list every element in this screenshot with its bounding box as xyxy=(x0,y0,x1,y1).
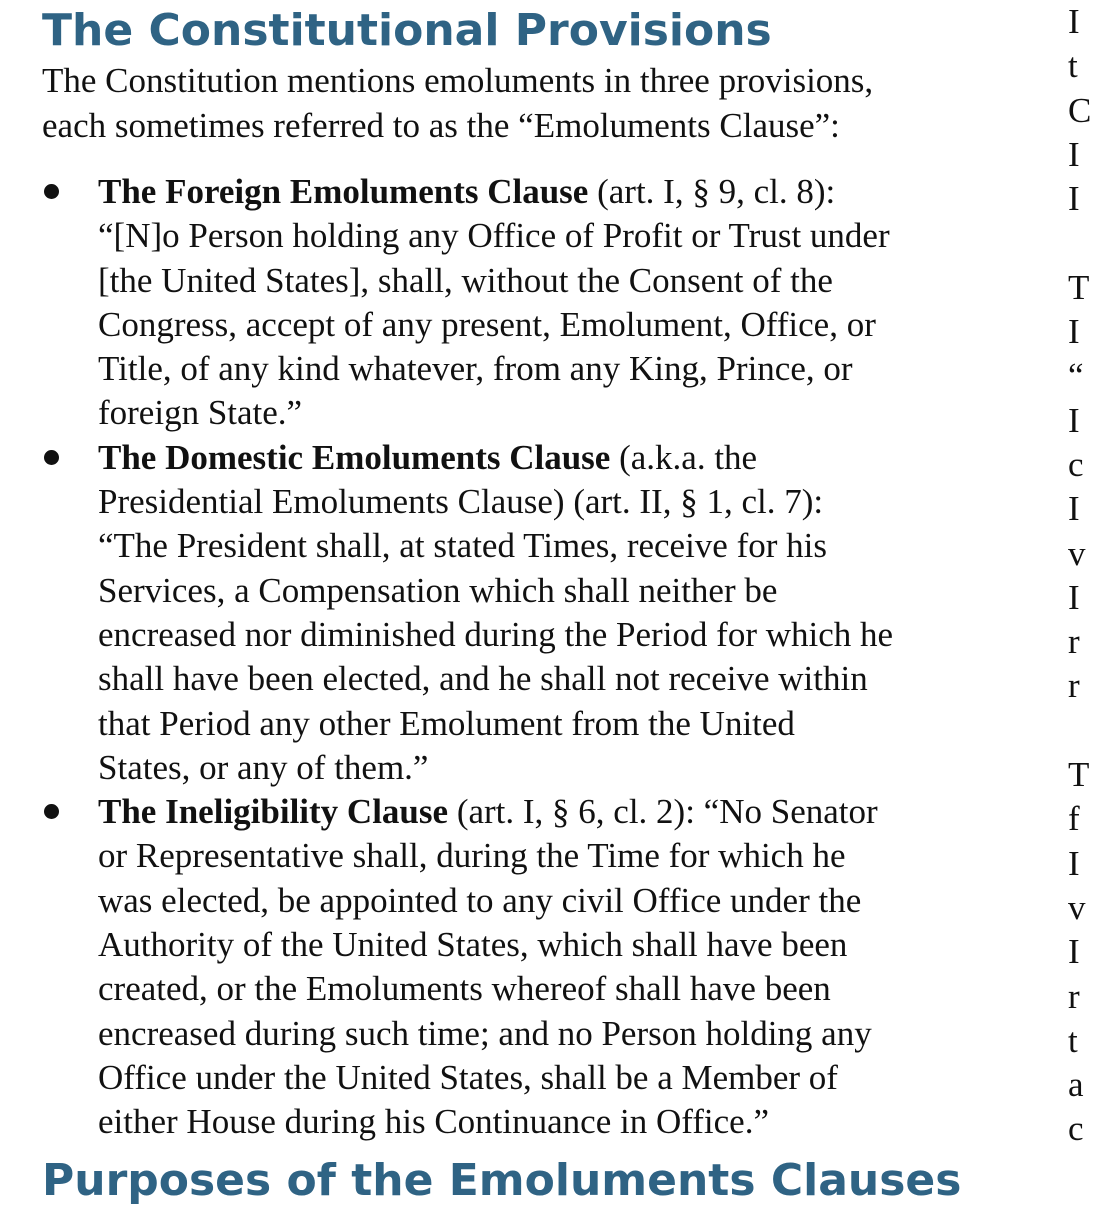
column-fragment-letter: r xyxy=(1068,622,1080,662)
clause-line: [the United States], shall, without the Consent of the xyxy=(98,260,833,300)
clause-line: States, or any of them.” xyxy=(98,747,429,787)
column-fragment-letter: v xyxy=(1068,887,1086,927)
bullet-icon xyxy=(44,450,59,465)
column-fragment-letter: I xyxy=(1068,179,1080,219)
clause-line: Authority of the United States, which shall have been xyxy=(98,925,848,965)
clause-line: Title, of any kind whatever, from any King, Prince, or xyxy=(98,349,853,389)
column-fragment-letter: T xyxy=(1068,267,1090,307)
column-fragment-letter: a xyxy=(1068,1065,1084,1105)
column-fragment-letter: C xyxy=(1068,90,1092,130)
column-fragment-letter: I xyxy=(1068,577,1080,617)
clause-name: The Ineligibility Clause xyxy=(98,792,449,832)
clause-line: that Period any other Emolument from the United xyxy=(98,703,795,743)
list-item-domestic-emoluments-clause xyxy=(0,436,1038,790)
clause-line: Office under the United States, shall be a Member of xyxy=(98,1057,838,1097)
column-fragment-letter: I xyxy=(1068,843,1080,883)
clause-citation: (art. I, § 6, cl. 2): “No Senator xyxy=(448,792,878,832)
column-fragment-letter: I xyxy=(1068,134,1080,174)
clause-line: encreased during such time; and no Person holding any xyxy=(98,1013,872,1053)
clause-line: Presidential Emoluments Clause) (art. II, § 1, cl. 7): xyxy=(98,482,824,522)
clause-line: Congress, accept of any present, Emolument, Office, or xyxy=(98,304,876,344)
column-fragment-letter: r xyxy=(1068,976,1080,1016)
bullet-icon xyxy=(44,184,59,199)
intro-line: each sometimes referred to as the “Emoluments Clause”: xyxy=(42,105,840,145)
clause-citation: (art. I, § 9, cl. 8): xyxy=(588,172,836,211)
column-fragment-letter: “ xyxy=(1068,356,1084,396)
clause-name: The Domestic Emoluments Clause xyxy=(98,437,611,477)
column-fragment-letter: I xyxy=(1068,400,1080,440)
column-fragment-letter: t xyxy=(1068,1020,1078,1060)
adjacent-column-fragment xyxy=(1068,0,1098,1152)
column-fragment-letter: I xyxy=(1068,489,1080,529)
section-heading: The Constitutional Provisions xyxy=(42,5,772,56)
column-fragment-letter: I xyxy=(1068,2,1080,41)
intro-line: The Constitution mentions emoluments in three provisions, xyxy=(42,61,874,100)
bullet-icon xyxy=(44,804,59,819)
intro-paragraph xyxy=(42,59,1032,148)
clause-line: was elected, be appointed to any civil Office under the xyxy=(98,880,862,920)
clause-line: “The President shall, at stated Times, receive for his xyxy=(98,526,828,566)
list-item-ineligibility-clause xyxy=(0,790,1038,1144)
clause-citation: (a.k.a. the xyxy=(610,437,758,477)
clause-list xyxy=(0,170,1038,1145)
list-item-foreign-emoluments-clause xyxy=(0,170,1038,436)
clause-line: or Representative shall, during the Time for which he xyxy=(98,836,846,876)
column-fragment-letter: f xyxy=(1068,799,1080,839)
clause-line: encreased nor diminished during the Period for which he xyxy=(98,614,894,654)
clause-line: either House during his Continuance in Office.” xyxy=(98,1102,769,1142)
clause-name: The Foreign Emoluments Clause xyxy=(98,172,589,211)
column-fragment-letter: t xyxy=(1068,46,1078,86)
column-fragment-letter: r xyxy=(1068,666,1080,706)
clause-line: created, or the Emoluments whereof shall have been xyxy=(98,969,831,1009)
next-section-heading: Purposes of the Emoluments Clauses xyxy=(42,1155,962,1206)
column-fragment-letter: c xyxy=(1068,1109,1084,1149)
clause-line: Services, a Compensation which shall neither be xyxy=(98,570,778,610)
column-fragment-letter: I xyxy=(1068,312,1080,352)
clause-line: shall have been elected, and he shall not receive within xyxy=(98,659,868,699)
column-fragment-letter: T xyxy=(1068,755,1090,795)
clause-line: “[N]o Person holding any Office of Profit or Trust under xyxy=(98,216,890,256)
column-fragment-letter xyxy=(1068,709,1098,753)
column-fragment-letter: c xyxy=(1068,444,1084,484)
column-fragment-letter: I xyxy=(1068,932,1080,972)
clause-line xyxy=(98,170,1038,214)
clause-line xyxy=(98,436,1038,480)
column-fragment-letter: v xyxy=(1068,533,1086,573)
column-fragment-letter xyxy=(1068,221,1098,265)
clause-line: foreign State.” xyxy=(98,393,303,433)
clause-line xyxy=(98,790,1038,834)
